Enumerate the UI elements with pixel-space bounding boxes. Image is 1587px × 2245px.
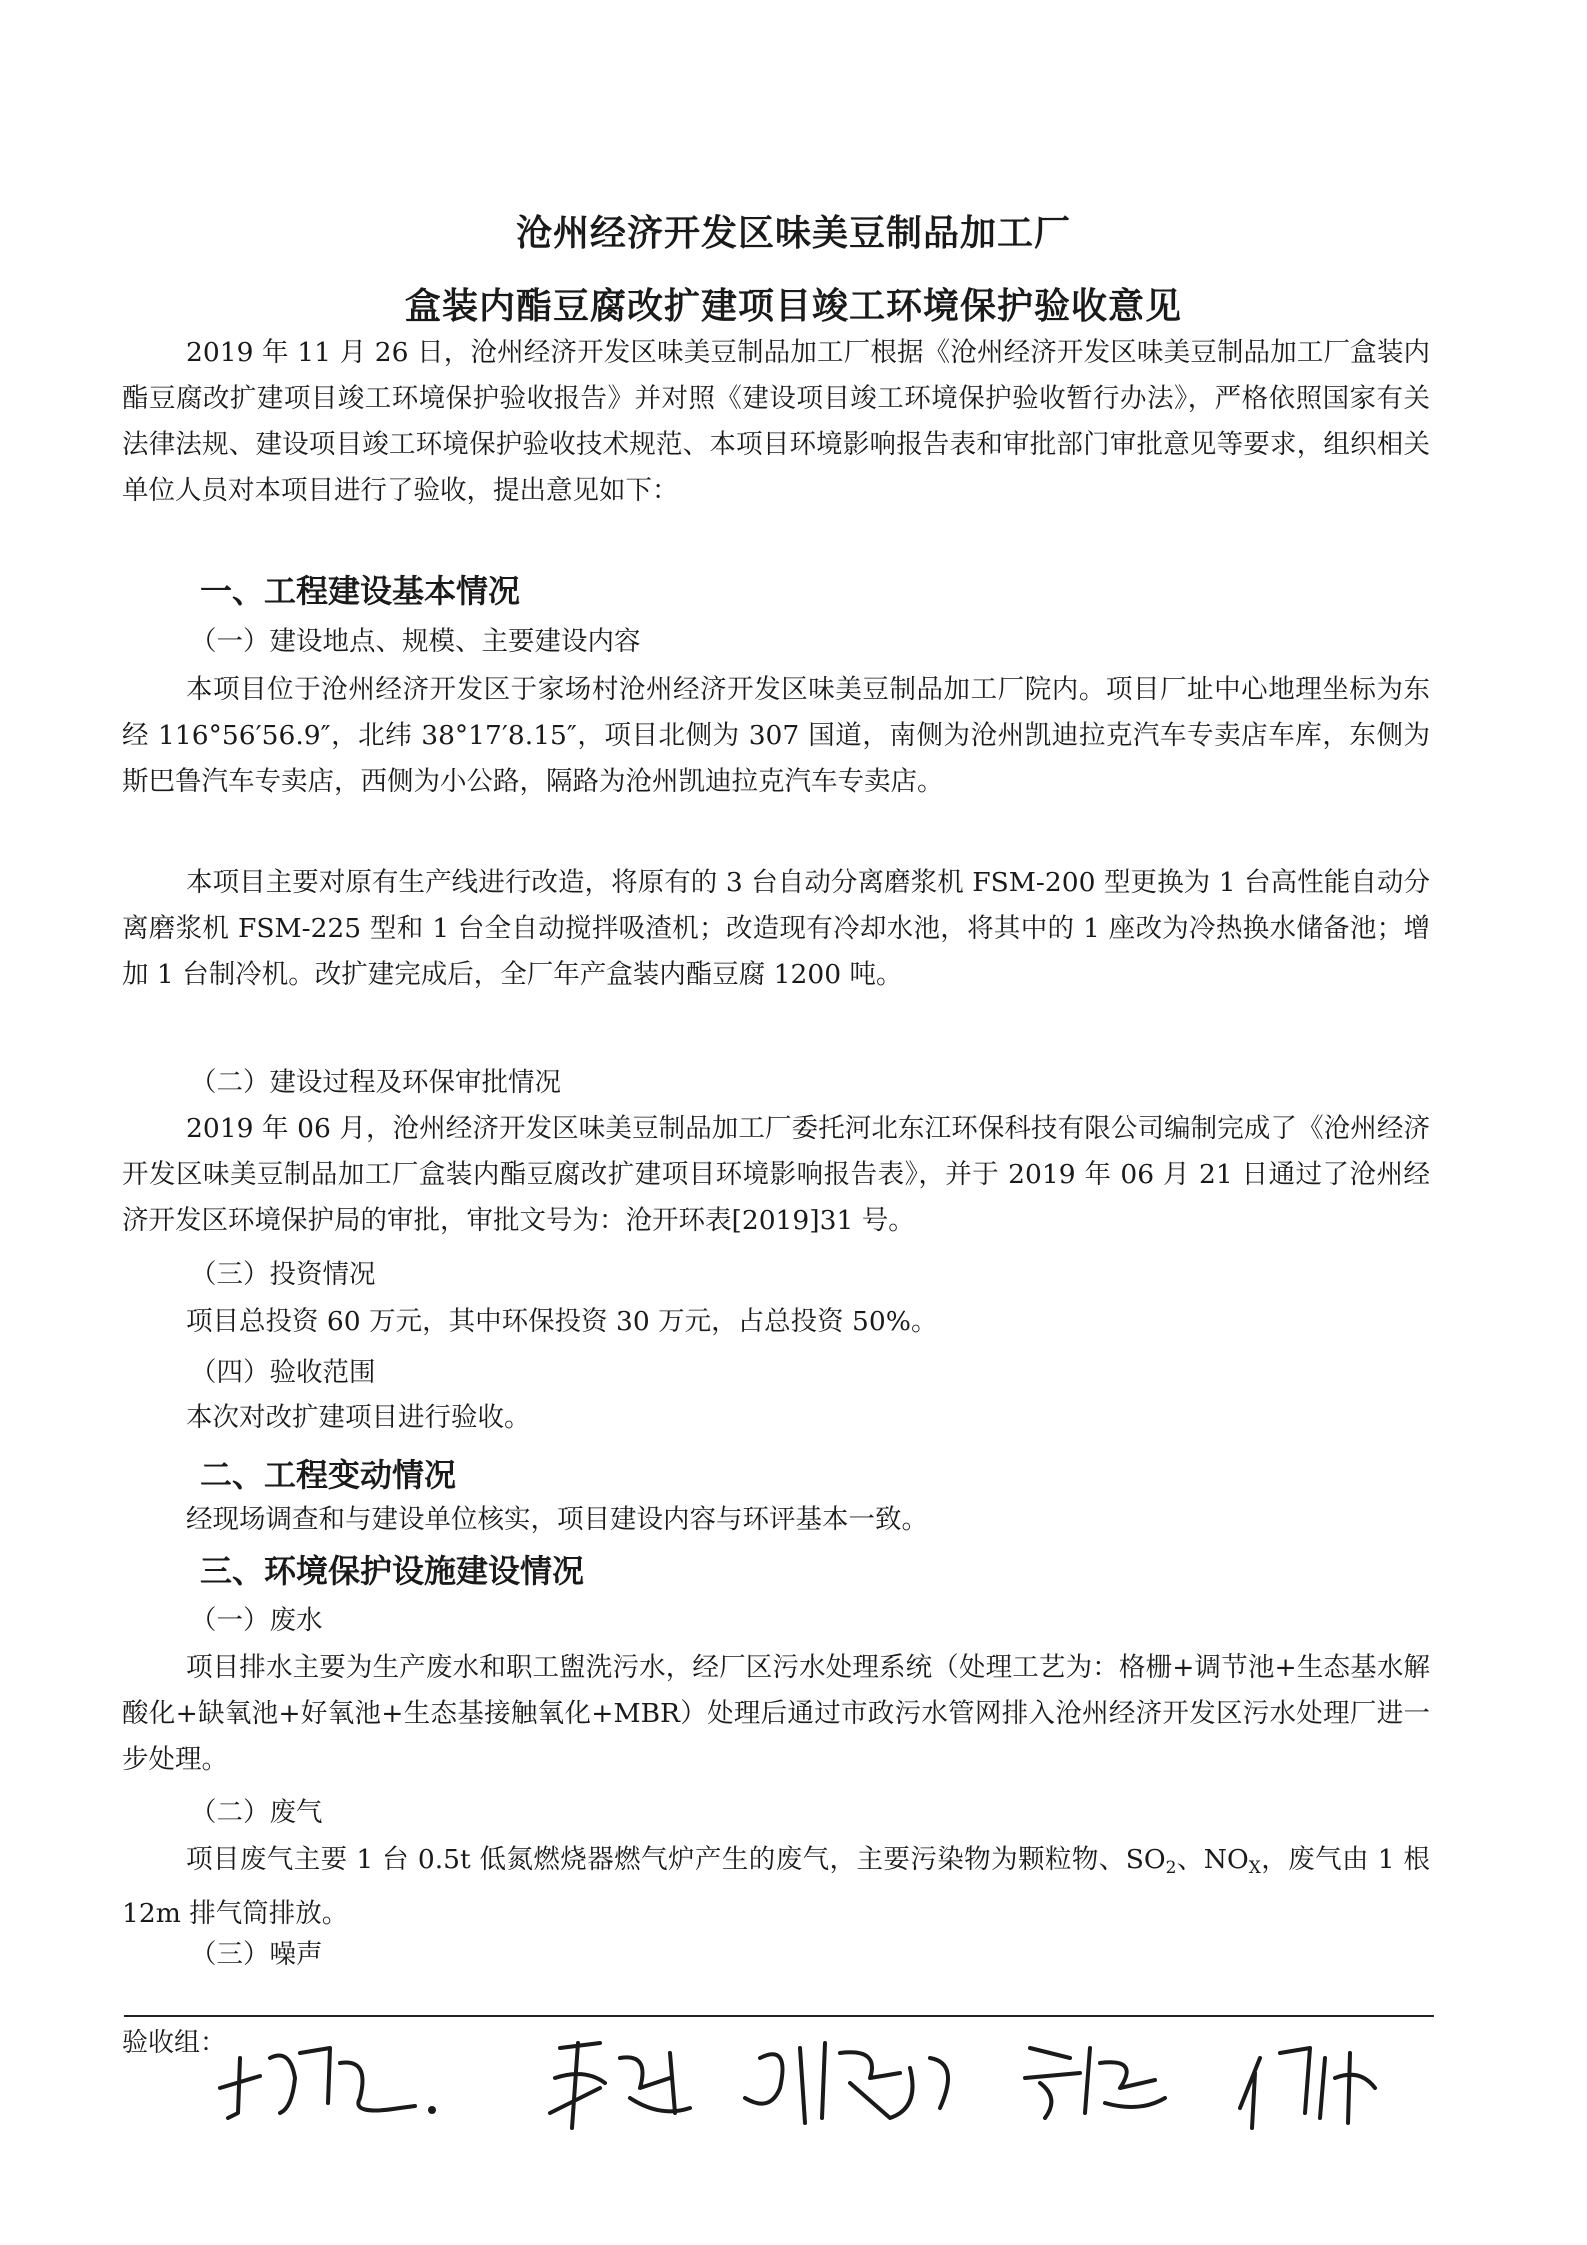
section1-heading: 一、工程建设基本情况 bbox=[200, 572, 521, 610]
signature-5 bbox=[1240, 2048, 1375, 2128]
section3-sub3-heading: （三）噪声 bbox=[190, 1939, 323, 1970]
so2-subscript: 2 bbox=[1165, 1858, 1177, 1878]
section3-sub1-paragraph: 项目排水主要为生产废水和职工盥洗污水，经厂区污水处理系统（处理工艺为：格栅+调节池+生态基水解酸化+缺氧池+好氧池+生态基接触氧化+MBR）处理后通过市政污水管网排入沧州经济开发区污水处理厂进一步处理。 bbox=[122, 1652, 1430, 1775]
signature-1 bbox=[220, 2048, 434, 2118]
section2-heading: 二、工程变动情况 bbox=[200, 1456, 457, 1494]
signature-2 bbox=[550, 2043, 690, 2128]
signature-3 bbox=[745, 2043, 948, 2123]
section1-sub1-heading: （一）建设地点、规模、主要建设内容 bbox=[190, 626, 641, 657]
section1-sub1-paragraph1: 本项目位于沧州经济开发区于家场村沧州经济开发区味美豆制品加工厂院内。项目厂址中心地理坐标为东经 116°56′56.9″，北纬 38°17′8.15″，项目北侧为 307 国道，南侧为沧州凯迪拉克汽车专卖店车库，东侧为斯巴鲁汽车专卖店，西侧为小公路，隔路为沧州凯迪拉克汽车专卖店。 bbox=[122, 674, 1430, 797]
section1-sub4-heading: （四）验收范围 bbox=[190, 1357, 376, 1388]
exhaust-text-part2: 、NO bbox=[1176, 1844, 1249, 1875]
handwritten-signatures bbox=[200, 2018, 1460, 2138]
signature-4 bbox=[1025, 2048, 1165, 2118]
section3-sub1-heading: （一）废水 bbox=[190, 1605, 323, 1636]
nox-subscript: X bbox=[1248, 1858, 1261, 1878]
section1-sub3-heading: （三）投资情况 bbox=[190, 1259, 376, 1290]
section3-sub2-paragraph bbox=[122, 1837, 1430, 1937]
section1-sub2-heading: （二）建设过程及环保审批情况 bbox=[190, 1067, 561, 1098]
document-title-line1: 沧州经济开发区味美豆制品加工厂 bbox=[515, 213, 1071, 254]
section1-sub3-paragraph: 项目总投资 60 万元，其中环保投资 30 万元，占总投资 50%。 bbox=[186, 1306, 938, 1337]
exhaust-text-part1: 项目废气主要 1 台 0.5t 低氮燃烧器燃气炉产生的废气，主要污染物为颗粒物、SO bbox=[186, 1844, 1166, 1875]
section3-sub2-heading: （二）废气 bbox=[190, 1797, 323, 1828]
section2-paragraph: 经现场调查和与建设单位核实，项目建设内容与环评基本一致。 bbox=[186, 1504, 928, 1535]
exhaust-text-part3: ，废气由 1 根 12m 排气筒排放。 bbox=[122, 1844, 1430, 1929]
section1-sub4-paragraph: 本次对改扩建项目进行验收。 bbox=[186, 1402, 531, 1433]
signature-divider bbox=[124, 2015, 1434, 2017]
section1-sub2-paragraph: 2019 年 06 月，沧州经济开发区味美豆制品加工厂委托河北东江环保科技有限公司编制完成了《沧州经济开发区味美豆制品加工厂盒装内酯豆腐改扩建项目环境影响报告表》，并于 2019 年 06 月 21 日通过了沧州经济开发区环境保护局的审批，审批文号为：沧开环表[2019]31 号。 bbox=[122, 1113, 1430, 1236]
acceptance-group-label: 验收组： bbox=[122, 2028, 227, 2058]
document-title-line2: 盒装内酯豆腐改扩建项目竣工环境保护验收意见 bbox=[404, 286, 1182, 327]
intro-paragraph: 2019 年 11 月 26 日，沧州经济开发区味美豆制品加工厂根据《沧州经济开发区味美豆制品加工厂盒装内酯豆腐改扩建项目竣工环境保护验收报告》并对照《建设项目竣工环境保护验收暂行办法》，严格依照国家有关法律法规、建设项目竣工环境保护验收技术规范、本项目环境影响报告表和审批部门审批意见等要求，组织相关单位人员对本项目进行了验收，提出意见如下： bbox=[122, 337, 1430, 506]
section3-heading: 三、环境保护设施建设情况 bbox=[200, 1552, 585, 1590]
section1-sub1-paragraph2: 本项目主要对原有生产线进行改造，将原有的 3 台自动分离磨浆机 FSM-200 型更换为 1 台高性能自动分离磨浆机 FSM-225 型和 1 台全自动搅拌吸渣机；改造现有冷却水池，将其中的 1 座改为冷热换水储备池；增加 1 台制冷机。改扩建完成后，全厂年产盒装内酯豆腐 1200 吨。 bbox=[122, 867, 1430, 990]
